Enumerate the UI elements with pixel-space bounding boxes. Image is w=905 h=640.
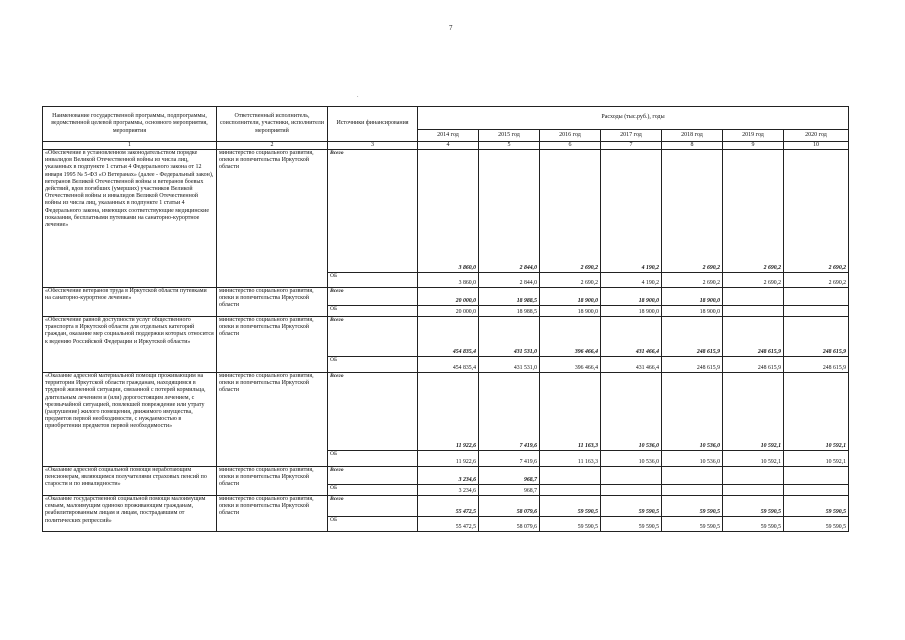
- total-value: 18 900,0: [662, 288, 723, 306]
- total-value: 2 690,2: [784, 150, 849, 273]
- total-value: 20 000,0: [418, 288, 479, 306]
- column-number: 4: [418, 142, 479, 150]
- table-header: [43, 107, 849, 150]
- total-value: [784, 467, 849, 485]
- total-value: 248 615,9: [723, 317, 784, 357]
- column-number: 9: [723, 142, 784, 150]
- column-number: 3: [328, 142, 418, 150]
- funding-source-total: Всего: [328, 467, 418, 485]
- header-year: 2014 год: [418, 130, 479, 142]
- regional-budget-value: 248 615,9: [723, 357, 784, 373]
- regional-budget-value: 7 419,6: [479, 451, 540, 467]
- total-value: [784, 288, 849, 306]
- page-number: 7: [449, 24, 453, 32]
- header-program-name: Наименование государственной программы, подпрограммы, ведомственной целевой программы, основного мероприятия, мероприятия: [43, 107, 217, 142]
- header-year: 2015 год: [479, 130, 540, 142]
- regional-budget-value: 2 844,0: [479, 273, 540, 288]
- regional-budget-value: 248 615,9: [784, 357, 849, 373]
- total-value: 10 536,0: [601, 373, 662, 451]
- regional-budget-value: 10 536,0: [601, 451, 662, 467]
- regional-budget-value: [723, 485, 784, 496]
- total-value: 7 419,6: [479, 373, 540, 451]
- header-executor: Ответственный исполнитель, соисполнители, участники, исполнители мероприятий: [217, 107, 328, 142]
- regional-budget-value: 3 860,0: [418, 273, 479, 288]
- header-year: 2019 год: [723, 130, 784, 142]
- regional-budget-value: [601, 485, 662, 496]
- funding-source-regional: ОБ: [328, 451, 418, 467]
- funding-source-total: Всего: [328, 317, 418, 357]
- total-value: [601, 467, 662, 485]
- program-name: «Оказание адресной социальной помощи неработающим пенсионерам, являющимся получателями страховых пенсий по старости и по инвалидности»: [43, 467, 217, 496]
- regional-budget-value: 11 163,3: [540, 451, 601, 467]
- regional-budget-value: 18 900,0: [601, 306, 662, 317]
- regional-budget-value: 2 690,2: [784, 273, 849, 288]
- funding-source-regional: ОБ: [328, 485, 418, 496]
- regional-budget-value: 20 000,0: [418, 306, 479, 317]
- program-name: «Оказание адресной материальной помощи проживающим на территории Иркутской области гражданам, находящимся в трудной жизненной ситуации, связанной с потерей кормильца, длительным лечением и (или) дорогостоящим лечением, с чрезвычайной ситуацией, повлекшей повреждение или утрату (разрушение) жилого помещения, движимого имущества, предметов первой необходимости, с нуждаемостью в приобретении предметов первой необходимости»: [43, 373, 217, 467]
- table-row: [43, 150, 849, 273]
- total-value: 4 190,2: [601, 150, 662, 273]
- header-year: 2017 год: [601, 130, 662, 142]
- regional-budget-value: 2 690,2: [662, 273, 723, 288]
- regional-budget-value: 396 466,4: [540, 357, 601, 373]
- column-number: 8: [662, 142, 723, 150]
- table-row: [43, 317, 849, 357]
- funding-source-regional: ОБ: [328, 273, 418, 288]
- column-number: 5: [479, 142, 540, 150]
- regional-budget-value: 3 234,6: [418, 485, 479, 496]
- funding-source-total: Всего: [328, 150, 418, 273]
- total-value: 454 835,4: [418, 317, 479, 357]
- total-value: 431 531,0: [479, 317, 540, 357]
- total-value: 11 163,3: [540, 373, 601, 451]
- total-value: [723, 288, 784, 306]
- regional-budget-value: 248 615,9: [662, 357, 723, 373]
- total-value: 18 900,0: [540, 288, 601, 306]
- total-value: 10 592,1: [784, 373, 849, 451]
- total-value: 3 234,6: [418, 467, 479, 485]
- regional-budget-value: 59 590,5: [784, 517, 849, 532]
- total-value: 59 590,5: [784, 496, 849, 517]
- regional-budget-value: 59 590,5: [662, 517, 723, 532]
- regional-budget-value: 11 922,6: [418, 451, 479, 467]
- total-value: 968,7: [479, 467, 540, 485]
- total-value: 55 472,5: [418, 496, 479, 517]
- total-value: [723, 467, 784, 485]
- funding-source-regional: ОБ: [328, 517, 418, 532]
- column-number: 6: [540, 142, 601, 150]
- total-value: 10 536,0: [662, 373, 723, 451]
- executor: министерство социального развития, опеки и попечительства Иркутской области: [217, 373, 328, 467]
- total-value: 59 590,5: [601, 496, 662, 517]
- column-number: 2: [217, 142, 328, 150]
- executor: министерство социального развития, опеки и попечительства Иркутской области: [217, 150, 328, 288]
- executor: министерство социального развития, опеки и попечительства Иркутской области: [217, 467, 328, 496]
- column-number: 10: [784, 142, 849, 150]
- total-value: 18 900,0: [601, 288, 662, 306]
- executor: министерство социального развития, опеки и попечительства Иркутской области: [217, 288, 328, 317]
- total-value: 11 922,6: [418, 373, 479, 451]
- header-year: 2016 год: [540, 130, 601, 142]
- regional-budget-value: 10 536,0: [662, 451, 723, 467]
- program-name: «Оказание государственной социальной помощи малоимущим семьям, малоимущим одиноко проживающим гражданам, реабилитированным лицам и лицам, пострадавшим от политических репрессий»: [43, 496, 217, 532]
- regional-budget-value: 10 592,1: [723, 451, 784, 467]
- funding-source-total: Всего: [328, 373, 418, 451]
- total-value: [540, 467, 601, 485]
- regional-budget-value: 454 835,4: [418, 357, 479, 373]
- regional-budget-value: 18 900,0: [540, 306, 601, 317]
- regional-budget-value: 431 531,0: [479, 357, 540, 373]
- total-value: 2 690,2: [662, 150, 723, 273]
- funding-source-regional: ОБ: [328, 306, 418, 317]
- column-number: 7: [601, 142, 662, 150]
- total-value: 2 690,2: [540, 150, 601, 273]
- regional-budget-value: 2 690,2: [540, 273, 601, 288]
- regional-budget-value: [662, 485, 723, 496]
- table-row: [43, 496, 849, 517]
- regional-budget-value: [540, 485, 601, 496]
- table-row: [43, 373, 849, 451]
- regional-budget-value: [784, 485, 849, 496]
- regional-budget-value: 18 988,5: [479, 306, 540, 317]
- total-value: 248 615,9: [784, 317, 849, 357]
- regional-budget-value: 2 690,2: [723, 273, 784, 288]
- total-value: 431 466,4: [601, 317, 662, 357]
- regional-budget-value: 10 592,1: [784, 451, 849, 467]
- column-number: 1: [43, 142, 217, 150]
- total-value: 59 590,5: [662, 496, 723, 517]
- total-value: 396 466,4: [540, 317, 601, 357]
- total-value: 2 690,2: [723, 150, 784, 273]
- regional-budget-value: [784, 306, 849, 317]
- regional-budget-value: [723, 306, 784, 317]
- regional-budget-value: 59 590,5: [601, 517, 662, 532]
- header-year: 2018 год: [662, 130, 723, 142]
- funding-source-total: Всего: [328, 496, 418, 517]
- total-value: 58 079,6: [479, 496, 540, 517]
- total-value: 59 590,5: [723, 496, 784, 517]
- header-year: 2020 год: [784, 130, 849, 142]
- funding-source-total: Всего: [328, 288, 418, 306]
- regional-budget-value: 55 472,5: [418, 517, 479, 532]
- header-funding-source: Источники финансирования: [328, 107, 418, 142]
- regional-budget-value: 431 466,4: [601, 357, 662, 373]
- funding-source-regional: ОБ: [328, 357, 418, 373]
- expenditure-table-container: [42, 106, 848, 532]
- stray-mark: .: [357, 93, 359, 99]
- total-value: 3 860,0: [418, 150, 479, 273]
- executor: министерство социального развития, опеки и попечительства Иркутской области: [217, 496, 328, 532]
- program-name: «Обеспечение ветеранов труда в Иркутской области путевками на санаторно-курортное лечение»: [43, 288, 217, 317]
- total-value: 2 844,0: [479, 150, 540, 273]
- program-name: «Обеспечение в установленном законодательством порядке инвалидов Великой Отечественной войны из числа лиц, указанных в подпункте 1 статьи 4 Федерального закона от 12 января 1995 № 5-ФЗ «О Ветеранах» (далее - Федеральный закон), ветеранов Великой Отечественной войны и ветеранов боевых действий, вдов погибших (умерших) участников Великой Отечественной войны и инвалидов Великой Отечественной войны из числа лиц, указанных в подпункте 1 статьи 4 Федерального закона, имеющих соответствующие медицинские показания, бесплатными путевками на санаторно-курортное лечение»: [43, 150, 217, 288]
- regional-budget-value: 968,7: [479, 485, 540, 496]
- total-value: 59 590,5: [540, 496, 601, 517]
- regional-budget-value: 59 590,5: [723, 517, 784, 532]
- regional-budget-value: 59 590,5: [540, 517, 601, 532]
- total-value: [662, 467, 723, 485]
- regional-budget-value: 18 900,0: [662, 306, 723, 317]
- regional-budget-value: 58 079,6: [479, 517, 540, 532]
- table-body: [43, 150, 849, 532]
- total-value: 10 592,1: [723, 373, 784, 451]
- table-row: [43, 467, 849, 485]
- total-value: 248 615,9: [662, 317, 723, 357]
- program-name: «Обеспечение равной доступности услуг общественного транспорта в Иркутской области для отдельных категорий граждан, оказание мер социальной поддержки которых относится к ведению Российской Федерации и Иркутской области»: [43, 317, 217, 373]
- total-value: 18 988,5: [479, 288, 540, 306]
- executor: министерство социального развития, опеки и попечительства Иркутской области: [217, 317, 328, 373]
- regional-budget-value: 4 190,2: [601, 273, 662, 288]
- expenditure-table: [42, 106, 849, 532]
- header-expenses: Расходы (тыс.руб.), годы: [418, 107, 849, 130]
- table-row: [43, 288, 849, 306]
